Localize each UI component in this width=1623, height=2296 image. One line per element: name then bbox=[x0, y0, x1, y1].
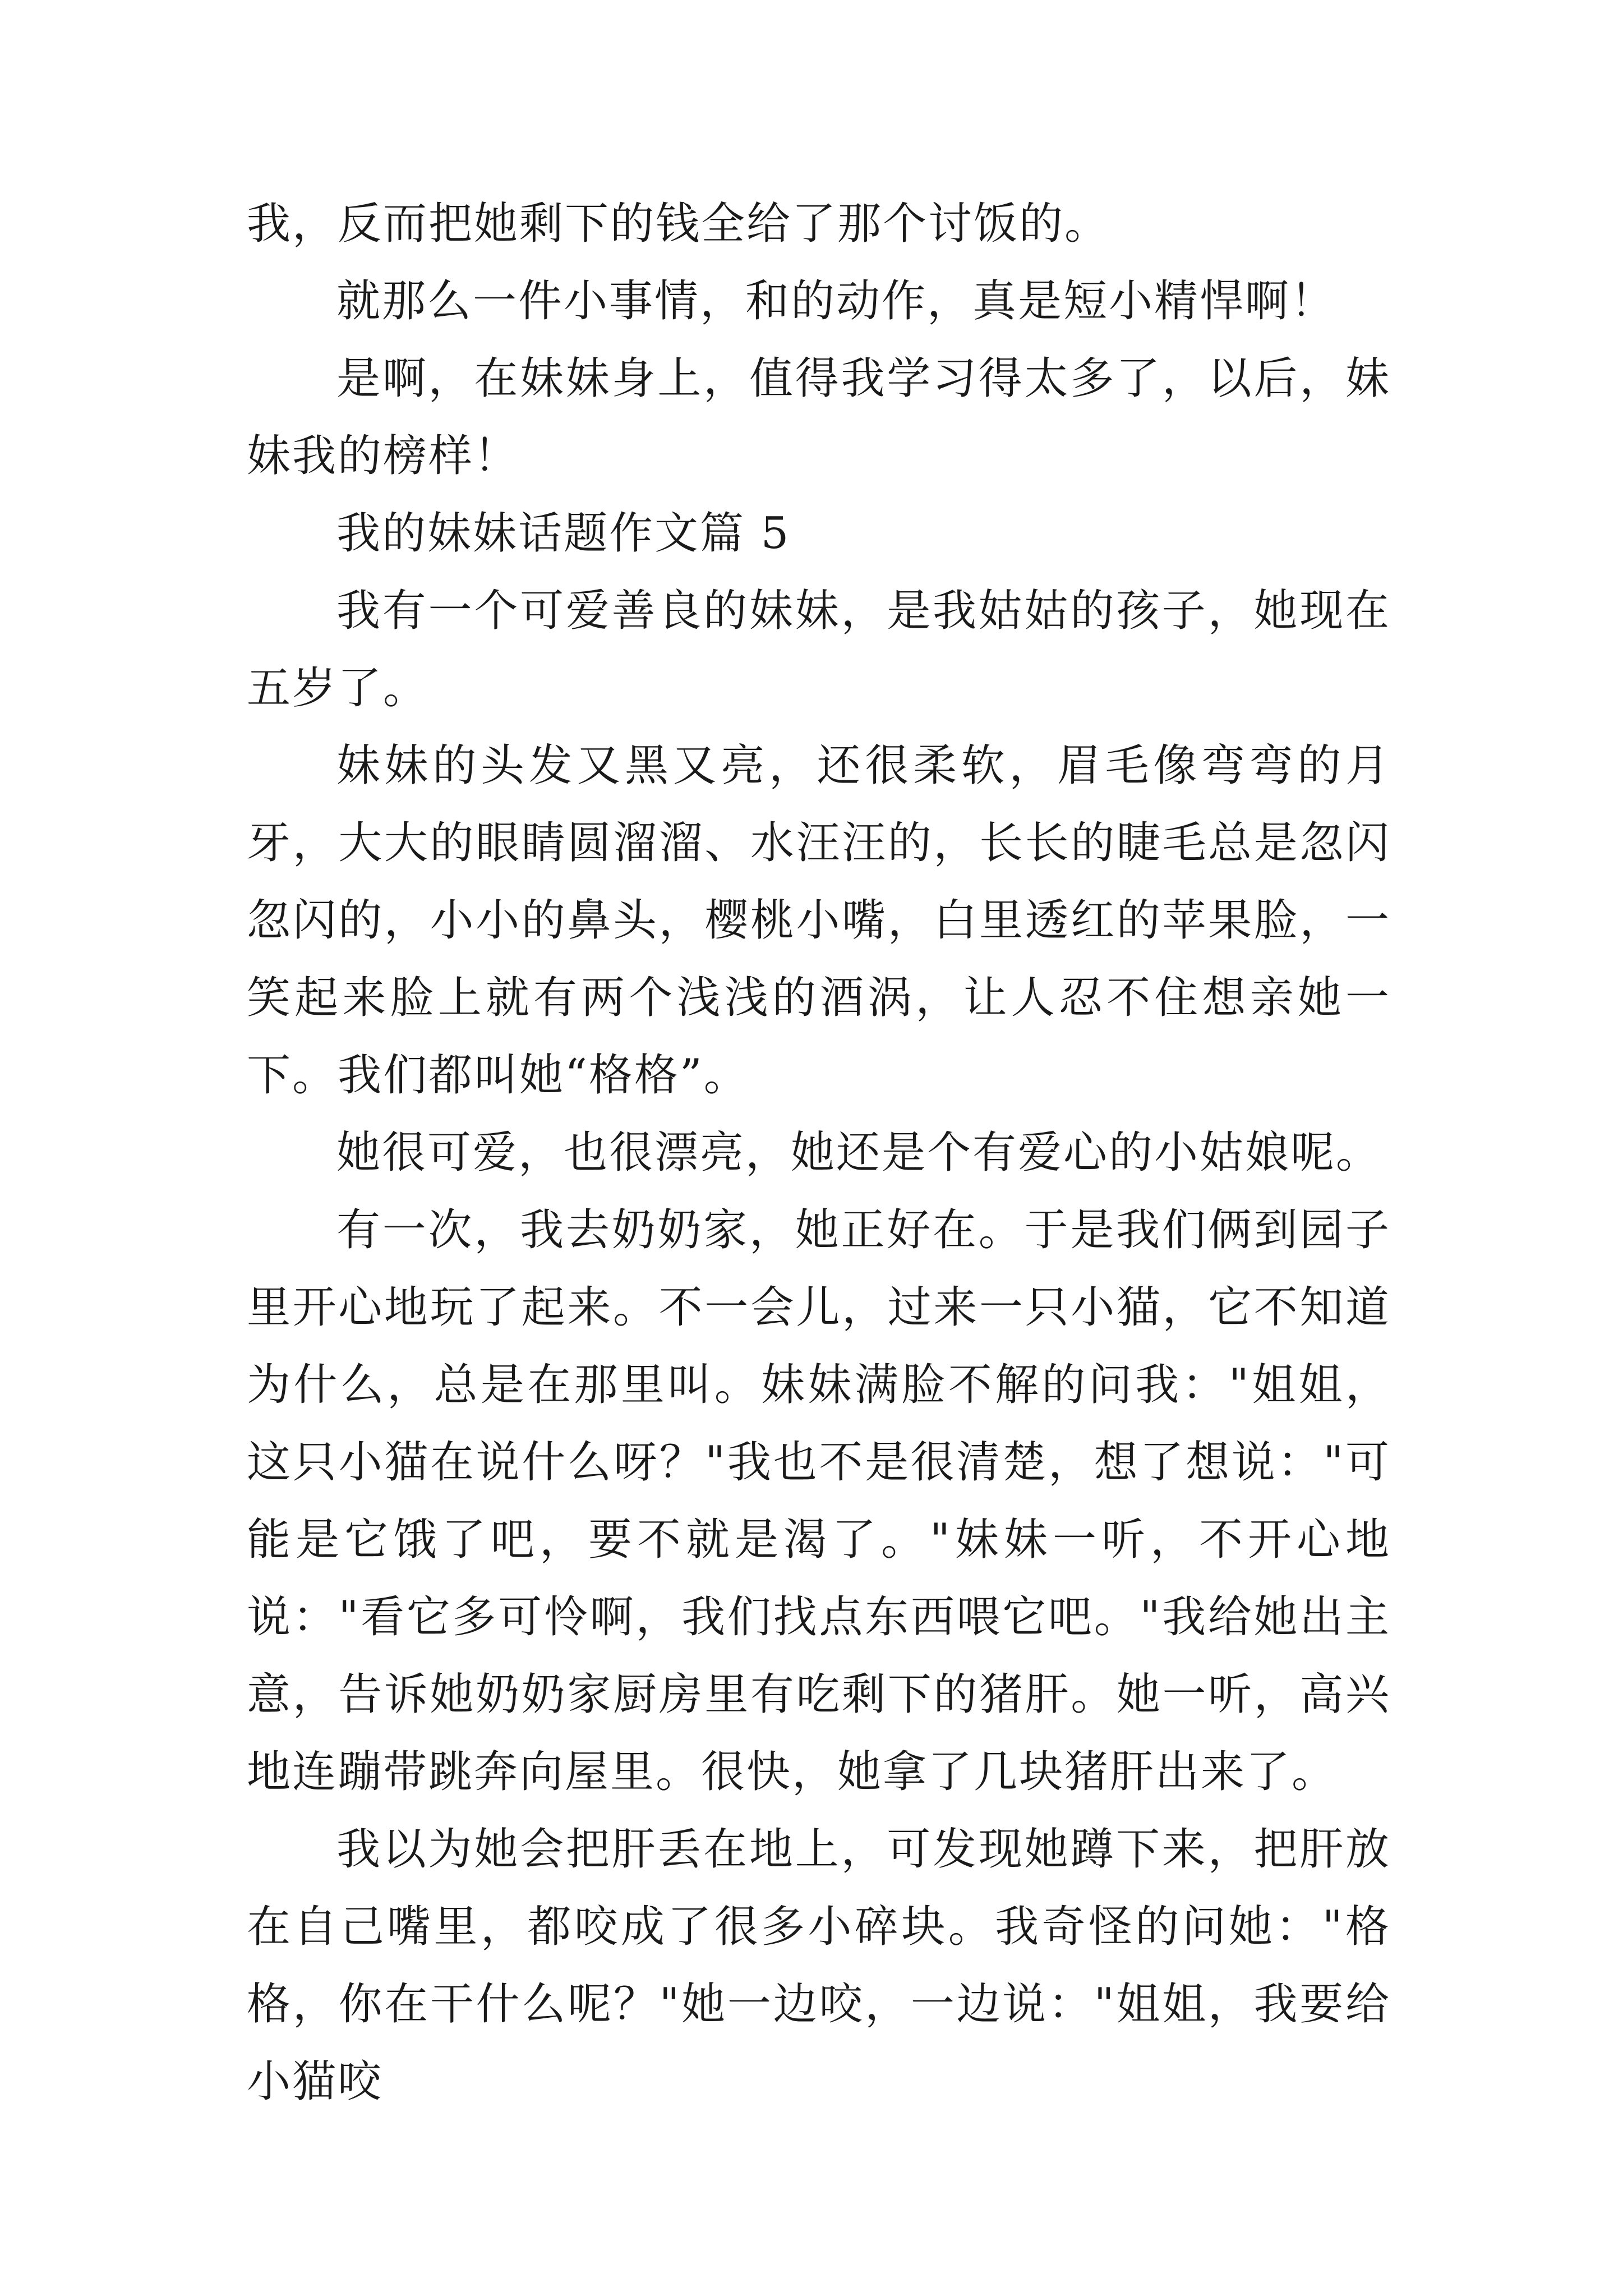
paragraph-9: 我以为她会把肝丢在地上，可发现她蹲下来，把肝放在自己嘴里，都咬成了很多小碎块。我奇怪的问她："格格，你在干什么呢？"她一边咬，一边说："姐姐，我要给小猫咬 bbox=[247, 1824, 1391, 2107]
paragraph-7: 她很可爱，也很漂亮，她还是个有爱心的小姑娘呢。 bbox=[336, 1128, 1382, 1178]
paragraph-6: 妹妹的头发又黑又亮，还很柔软，眉毛像弯弯的月牙，大大的眼睛圆溜溜、水汪汪的，长长的睫毛总是忽闪忽闪的，小小的鼻头，樱桃小嘴，白里透红的苹果脸，一笑起来脸上就有两个浅浅的酒涡，让人忍不住想亲她一下。我们都叫她“格格”。 bbox=[247, 740, 1391, 1101]
section-heading: 我的妹妹话题作文篇 5 bbox=[336, 508, 791, 559]
document-body bbox=[247, 185, 1391, 2120]
paragraph-2: 就那么一件小事情，和的动作，真是短小精悍啊！ bbox=[336, 276, 1336, 326]
paragraph-8: 有一次，我去奶奶家，她正好在。于是我们俩到园子里开心地玩了起来。不一会儿，过来一只小猫，它不知道为什么，总是在那里叫。妹妹满脸不解的问我："姐姐，这只小猫在说什么呀？"我也不是很清楚，想了想说："可能是它饿了吧，要不就是渴了。"妹妹一听，不开心地说："看它多可怜啊，我们找点东西喂它吧。"我给她出主意，告诉她奶奶家厨房里有吃剩下的猪肝。她一听，高兴地连蹦带跳奔向屋里。很快，她拿了几块猪肝出来了。 bbox=[247, 1205, 1391, 1797]
paragraph-1: 我，反而把她剩下的钱全给了那个讨饭的。 bbox=[247, 199, 1110, 249]
paragraph-5: 我有一个可爱善良的妹妹，是我姑姑的孩子，她现在五岁了。 bbox=[247, 586, 1391, 714]
paragraph-3: 是啊，在妹妹身上，值得我学习得太多了，以后，妹妹我的榜样！ bbox=[247, 353, 1391, 481]
